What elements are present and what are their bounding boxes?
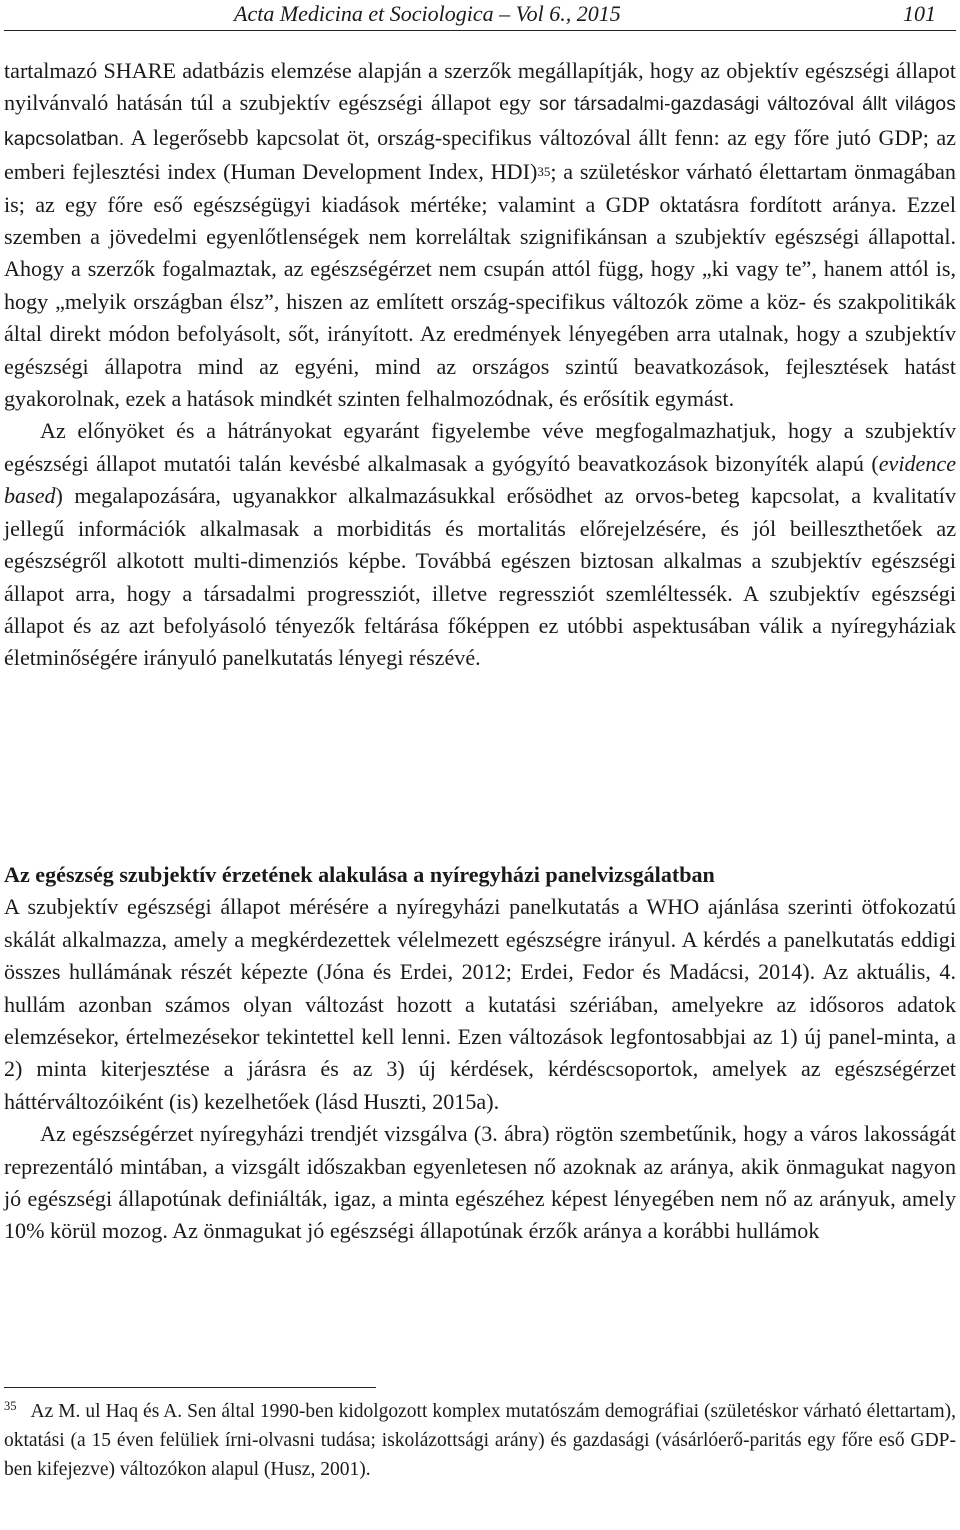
body-text-top xyxy=(4,55,956,675)
footnote-text: Az M. ul Haq és A. Sen által 1990-ben kidolgozott komplex mutatószám demográfiai (születéskor várható élettartam), oktatási (a 15 éven felüliek írni-olvasni tudása; iskolázottsági arány) és gazdasági (vásárlóerő-paritás egy főre eső GDP-ben kifejezve) változókon alapul (Husz, 2001). xyxy=(4,1401,956,1480)
paragraph-text: tartalmazó SHARE adatbázis elemzése alapján a szerzők megállapítják, hogy az objektív egészségi állapot nyilvánvaló hatásán túl a szubjektív egészségi állapot egy xyxy=(4,58,956,116)
paragraph-text: ; a születéskor várható élettartam önmagában is; az egy főre eső egészségügyi kiadások mértéke; valamint a GDP oktatásra fordított aránya. Ezzel szemben a jövedelmi egyenlőtlenségek nem korreláltak szignifikánsan a szubjektív egészségi állapottal. Ahogy a szerzők fogalmaztak, az egészségérzet nem csupán attól függ, hogy „ki vagy te”, hanem attól is, hogy „melyik országban élsz”, hiszen az említett ország-specifikus változók zöme a köz- és szakpolitikák által direkt módon befolyásolt, sőt, irányított. Az eredmények lényegében arra utalnak, hogy a szubjektív egészségi állapotra mind az egyéni, mind az országos szintű beavatkozások, fejlesztések hatást gyakorolnak, ezek a hatások mindkét szinten felhalmozódnak, és erősítik egymást. xyxy=(4,159,956,412)
section-heading: Az egészség szubjektív érzetének alakulása a nyíregyházi panelvizsgálatban xyxy=(4,862,715,887)
paragraph-share-analysis xyxy=(4,55,956,415)
italic-term: evidence based xyxy=(4,450,956,509)
footnote-item xyxy=(4,1398,956,1484)
running-head xyxy=(4,0,956,31)
journal-citation: Acta Medicina et Sociologica – Vol 6., 2015 xyxy=(234,1,621,26)
footnote-divider xyxy=(4,1387,376,1388)
footnote-reference[interactable]: 35 xyxy=(537,164,551,180)
paragraph-text: ) megalapozására, ugyanakkor alkalmazásukkal erősödhet az orvos-beteg kapcsolat, a kvalitatív jellegű információk alkalmasak a morbiditás és mortalitás előrejelzésére, és jól beilleszthetőek az egészségről alkotott multi-dimenziós képbe. Továbbá egészen biztosan alkalmas a szubjektív egészségi állapot arra, hogy a társadalmi progressziót, illetve regressziót szemléltessék. A szubjektív egészségi állapot és az azt befolyásoló tényezők feltárása főképpen ez utóbbi aspektusában válik a nyíregyháziak életminőségére irányuló panelkutatás lényegi részévé. xyxy=(4,483,956,671)
paragraph-trend: Az egészségérzet nyíregyházi trendjét vizsgálva (3. ábra) rögtön szembetűnik, hogy a város lakosságát reprezentáló mintában, a vizsgált időszakban egyenletesen nő azoknak az aránya, akik önmagukat nagyon jó egészségi állapotúnak definiálták, igaz, a minta egészéhez képest lényegében nem nő az arányuk, amely 10% körül mozog. Az önmagukat jó egészségi állapotúnak érzők aránya a korábbi hullámok xyxy=(4,1121,956,1244)
page-number: 101 xyxy=(903,1,936,26)
paragraph-text: Az előnyöket és a hátrányokat egyaránt figyelembe véve megfogalmazhatjuk, hogy a szubjektív egészségi állapot mutatói talán kevésbé alkalmasak a gyógyító beavatkozások bizonyíték alapú ( xyxy=(4,418,956,476)
body-text-section xyxy=(4,859,956,1248)
footnote-number: 35 xyxy=(4,1399,17,1413)
footnote xyxy=(4,1398,956,1484)
paragraph-text-sans-run: sor társadalmi-gazdasági változóval állt világos kapcsolatban. xyxy=(4,94,956,150)
paragraph-advantages xyxy=(4,415,956,674)
paragraph-text: A legerősebb kapcsolat öt, ország-specifikus változóval állt fenn: az egy főre jutó GDP; az emberi fejlesztési index (Human Development Index, HDI) xyxy=(4,124,956,185)
paragraph-measurement: A szubjektív egészségi állapot mérésére a nyíregyházi panelkutatás a WHO ajánlása szerinti ötfokozatú skálát alkalmazza, amely a megkérdezettek vélelmezett egészségre irányul. A kérdés a panelkutatás eddigi összes hullámának részét képezte (Jóna és Erdei, 2012; Erdei, Fedor és Madácsi, 2014). Az aktuális, 4. hullám azonban számos olyan változást hozott a kutatási szériában, amelyekre az idősoros adatok elemzésekor, értelmezésekor tekintettel kell lenni. Ezen változások legfontosabbjai az 1) új panel-minta, a 2) minta kiterjesztése a járásra és az 3) új kérdések, kérdéscsoportok, amelyek az egészségérzet háttérváltozóiként (is) kezelhetőek (lásd Huszti, 2015a). xyxy=(4,894,956,1114)
